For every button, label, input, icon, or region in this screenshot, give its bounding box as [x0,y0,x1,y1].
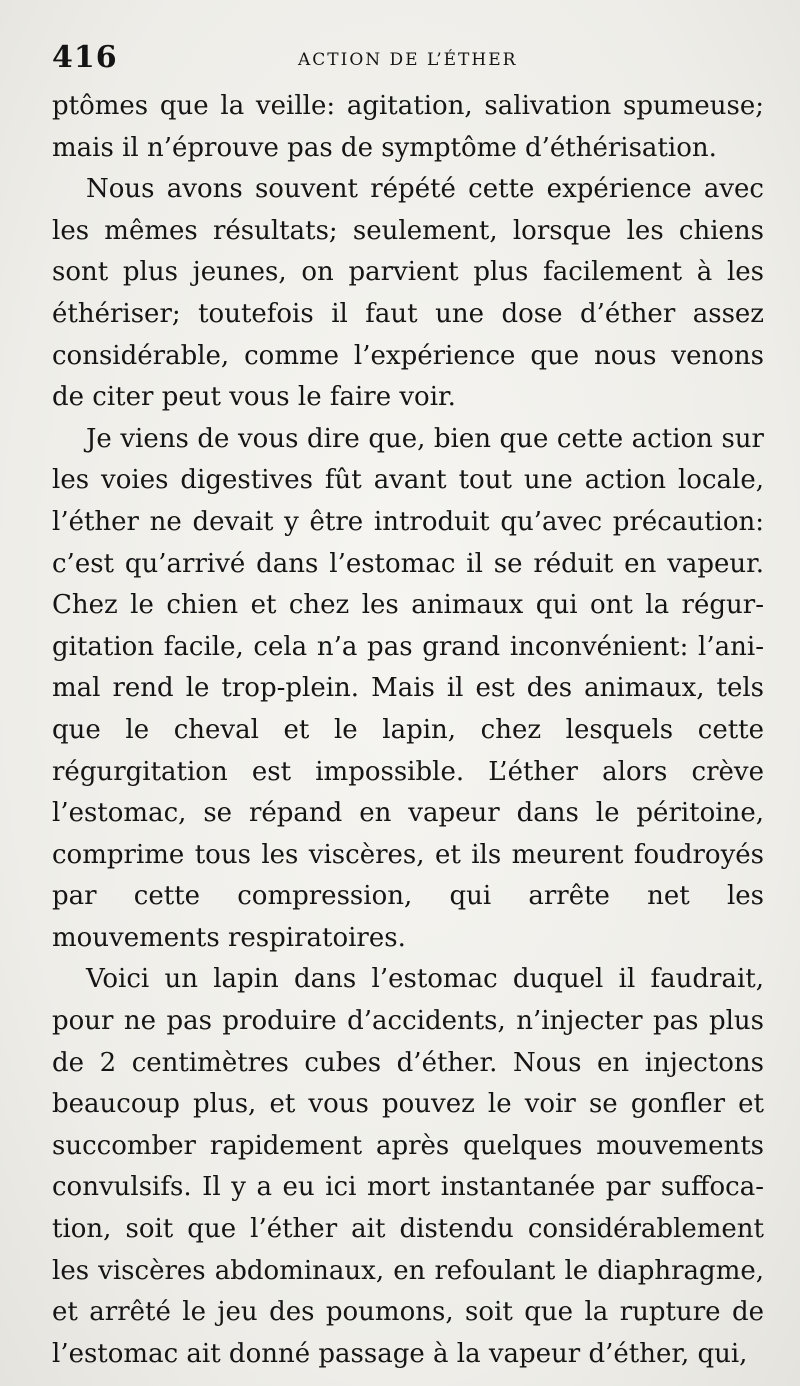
page-number: 416 [52,40,118,75]
paragraph: Voici un lapin dans l’estomac duquel il faudrait, pour ne pas produire d’accidents, n’injecter pas plus de 2 centimètres cubes d’éther. Nous en injectons beaucoup plus, et vous pouvez le voir se gonfler et succomber rapidement après quelques mouvements convulsifs. Il y a eu ici mort instantanée par suffocation, soit que l’éther ait distendu considérablement les viscères abdominaux, en refoulant le diaphragme, et arrêté le jeu des poumons, soit que la rupture de l’estomac ait donné passage à la vapeur d’éther, qui, [52,964,764,1369]
paragraph-continuation: ptômes que la veille: agitation, salivation spumeuse; mais il n’éprouve pas de symptôme d’éthérisation. [52,91,764,163]
running-head: ACTION DE L’ÉTHER [298,50,518,70]
paragraph: Nous avons souvent répété cette expérience avec les mêmes résultats; seulement, lorsque les chiens sont plus jeunes, on parvient plus facilement à les éthériser; toutefois il faut une dose d’éther assez considérable, comme l’expérience que nous venons de citer peut vous le faire voir. [52,174,764,413]
body-text [52,86,764,1375]
page-header [52,40,764,84]
paragraph: Je viens de vous dire que, bien que cette action sur les voies digestives fût avant tout une action locale, l’éther ne devait y être introduit qu’avec précaution: c’est qu’arrivé dans l’estomac il se réduit en vapeur. Chez le chien et chez les animaux qui ont la régurgitation facile, cela n’a pas grand inconvénient: l’animal rend le trop-plein. Mais il est des animaux, tels que le cheval et le lapin, chez lesquels cette régurgitation est impossible. L’éther alors crève l’estomac, se répand en vapeur dans le péritoine, comprime tous les viscères, et ils meurent foudroyés par cette compression, qui arrête net les mouvements respiratoires. [52,423,764,953]
